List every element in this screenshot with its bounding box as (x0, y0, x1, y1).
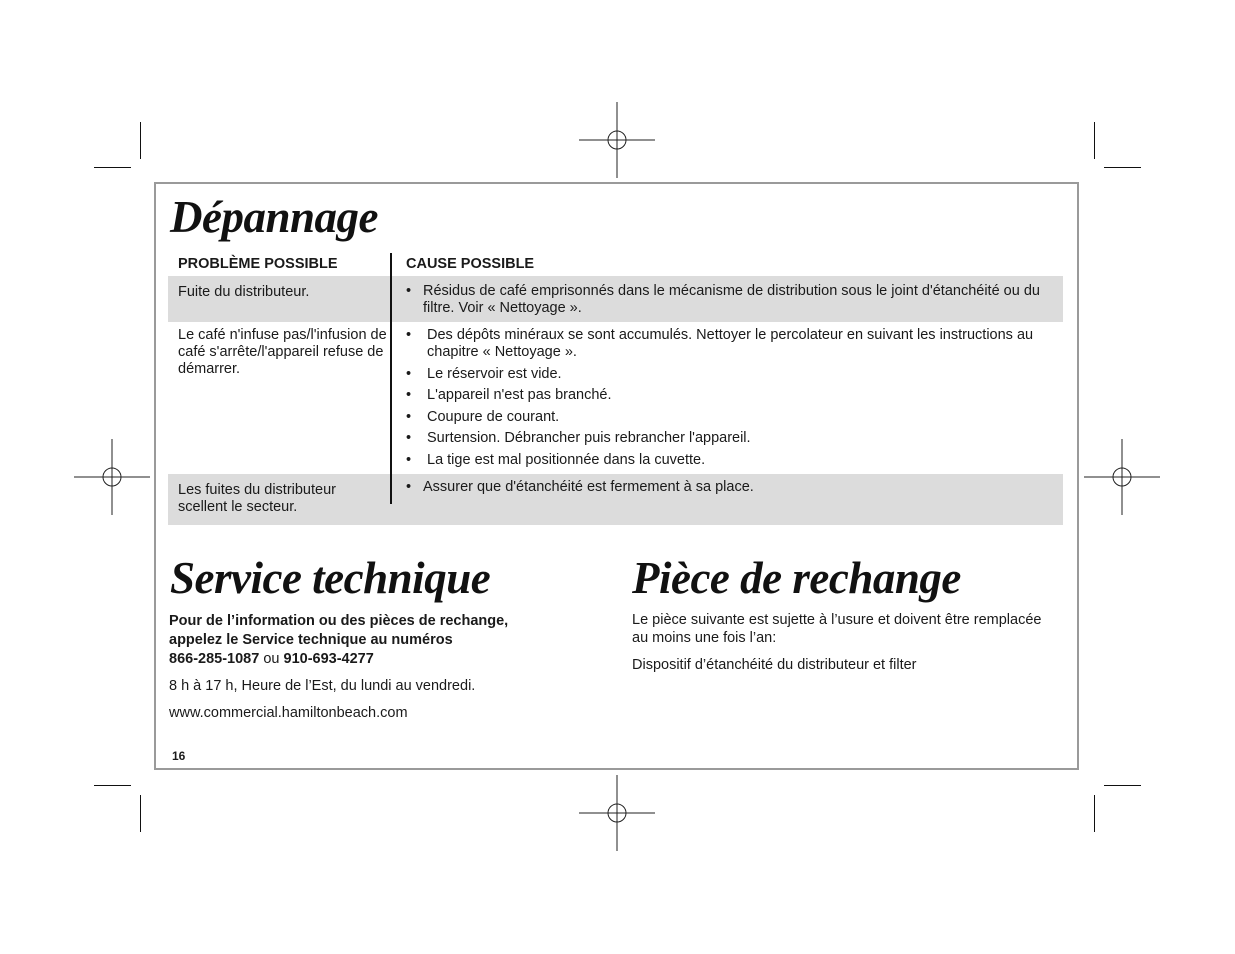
replacement-text: Le pièce suivante est sujette à l’usure et doivent être remplacée au moins une fois l’an: (632, 612, 1042, 646)
registration-mark-icon (74, 439, 150, 515)
service-intro: Pour de l’information ou des pièces de rechange, appelez le Service technique au numéros (169, 613, 509, 648)
cause-text: L'appareil n'est pas branché. (427, 387, 612, 403)
phone-number-2: 910-693-4277 (283, 651, 374, 667)
registration-mark-icon (579, 775, 655, 851)
problem-text: Les fuites du distributeur scellent le secteur. (178, 482, 336, 515)
bullet: • (406, 327, 412, 343)
crop-mark (1094, 122, 1095, 159)
bullet: • (406, 408, 412, 425)
service-title: Service technique (170, 553, 491, 603)
column-divider (390, 253, 392, 504)
bullet: • (406, 283, 412, 299)
cause-item (406, 366, 1036, 383)
cause-list (406, 479, 1056, 501)
cause-column-header: CAUSE POSSIBLE (406, 256, 535, 272)
cause-text: Assurer que d'étanchéité est fermement à sa place. (423, 479, 754, 495)
cause-list (406, 283, 1056, 322)
troubleshooting-title: Dépannage (170, 192, 378, 242)
crop-mark (1104, 785, 1141, 786)
phone-number-1: 866-285-1087 (169, 651, 260, 667)
cause-item (406, 409, 1036, 426)
bullet: • (406, 451, 412, 468)
problem-column-header: PROBLÈME POSSIBLE (178, 256, 338, 272)
cause-list (406, 327, 1036, 473)
cause-item (406, 327, 1036, 361)
or-word: ou (263, 651, 280, 667)
cause-text: Surtension. Débrancher puis rebrancher l'appareil. (427, 430, 751, 446)
service-section (169, 612, 529, 723)
bullet: • (406, 479, 412, 495)
website-link[interactable]: www.commercial.hamiltonbeach.com (169, 705, 408, 721)
cause-item (406, 479, 1056, 496)
cause-item (406, 430, 1036, 447)
cause-text: Résidus de café emprisonnés dans le mécanisme de distribution sous le joint d'étanchéité ou du filtre. Voir « Nettoyage ». (423, 283, 1040, 316)
bullet: • (406, 365, 412, 382)
cause-text: La tige est mal positionnée dans la cuvette. (427, 451, 706, 468)
replacement-section (632, 612, 1052, 675)
replacement-part: Dispositif d’étanchéité du distributeur et filter (632, 657, 917, 673)
crop-mark (1094, 795, 1095, 832)
crop-mark (140, 795, 141, 832)
problem-text: Le café n'infuse pas/l'infusion de café s'arrête/l'appareil refuse de démarrer. (178, 327, 387, 377)
page-number: 16 (172, 749, 186, 763)
replacement-title: Pièce de rechange (632, 553, 961, 603)
crop-mark (94, 785, 131, 786)
table-row (168, 474, 1063, 525)
cause-item (406, 452, 1036, 469)
table-row (168, 322, 1063, 474)
cause-text: Des dépôts minéraux se sont accumulés. Nettoyer le percolateur en suivant les instructions au chapitre « Nettoyage ». (427, 327, 1034, 360)
cause-item (406, 387, 1036, 404)
bullet: • (406, 430, 412, 446)
crop-mark (1104, 167, 1141, 168)
table-row (168, 276, 1063, 322)
service-hours: 8 h à 17 h, Heure de l’Est, du lundi au vendredi. (169, 678, 476, 694)
crop-mark (140, 122, 141, 159)
cause-item (406, 283, 1056, 317)
phone-line (169, 650, 529, 669)
crop-mark (94, 167, 131, 168)
bullet: • (406, 387, 412, 403)
registration-mark-icon (579, 102, 655, 178)
problem-text: Fuite du distributeur. (178, 284, 310, 300)
registration-mark-icon (1084, 439, 1160, 515)
cause-text: Le réservoir est vide. (427, 365, 562, 382)
cause-text: Coupure de courant. (427, 408, 560, 425)
